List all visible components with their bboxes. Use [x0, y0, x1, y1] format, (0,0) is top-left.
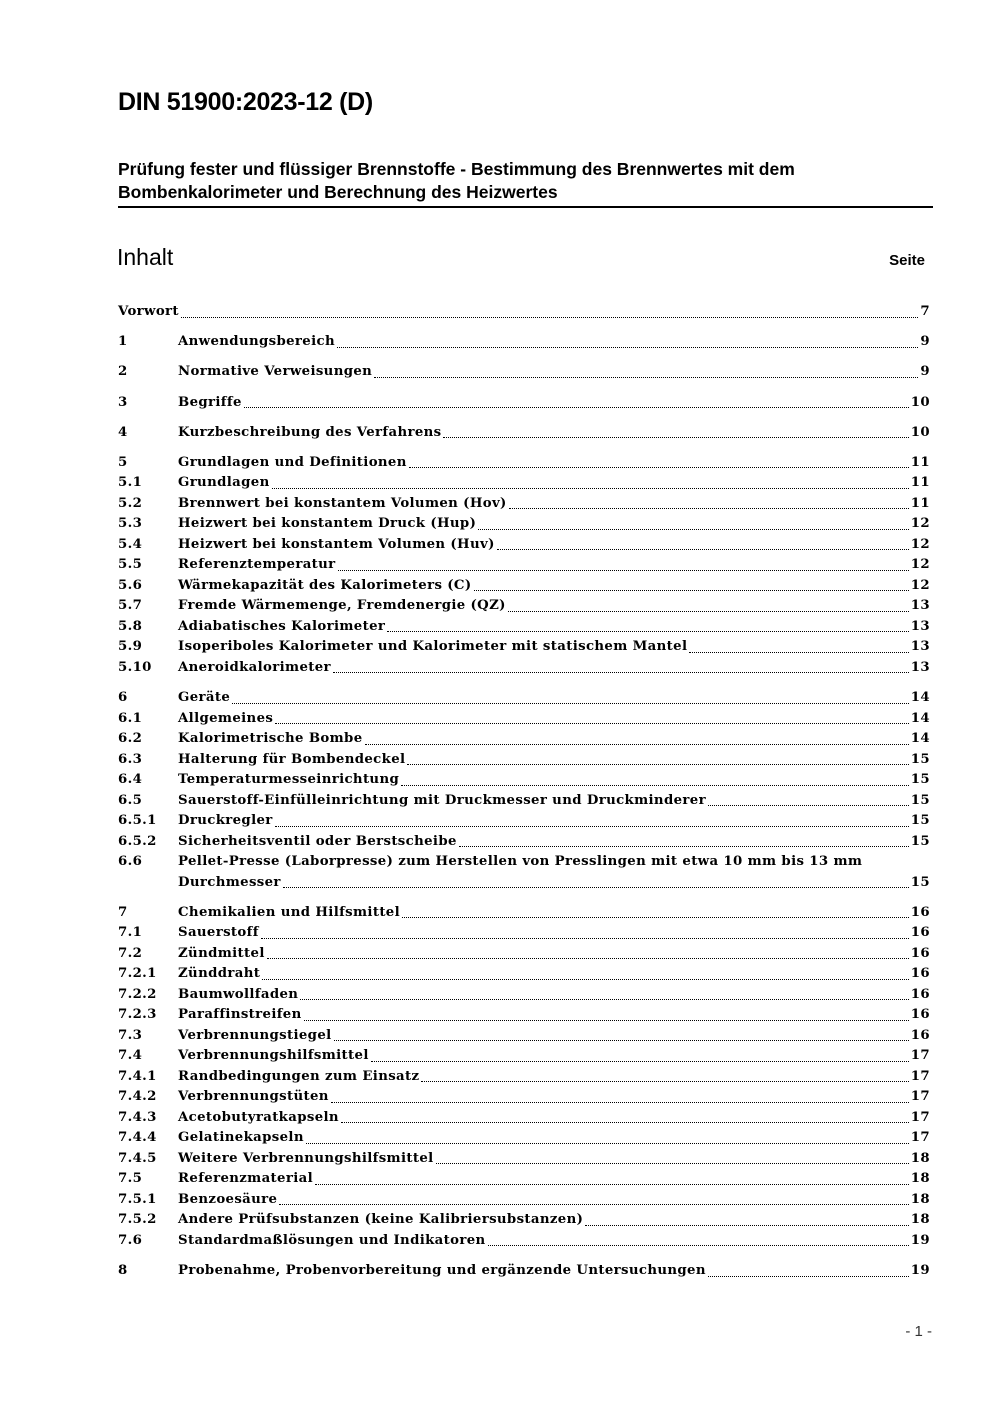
toc-entry-number: 6.5.2 [118, 833, 157, 849]
toc-entry-number: 7.3 [118, 1027, 143, 1043]
toc-dot-leader [338, 570, 909, 571]
toc-entry[interactable] [118, 1210, 930, 1231]
toc-entry-page: 12 [910, 536, 930, 552]
toc-dot-leader [261, 938, 909, 939]
toc-entry-number: 7.4.5 [118, 1150, 157, 1166]
toc-entry[interactable] [118, 985, 930, 1006]
toc-entry-page: 16 [910, 986, 930, 1002]
toc-entry-number: 6.4 [118, 772, 143, 788]
toc-entry-title: Gelatinekapseln [178, 1130, 304, 1146]
toc-dot-leader [267, 958, 909, 959]
toc-entry-number: 5.6 [118, 577, 143, 593]
toc-entry-page: 15 [910, 833, 930, 849]
toc-entry[interactable] [118, 453, 930, 474]
toc-dot-leader [315, 1184, 909, 1185]
toc-entry-title: Allgemeines [178, 710, 274, 726]
toc-entry-number: 7.4.2 [118, 1089, 157, 1105]
toc-entry-title: Heizwert bei konstantem Druck (Hup) [178, 516, 477, 532]
toc-dot-leader [244, 407, 909, 408]
toc-dot-leader [371, 1061, 909, 1062]
toc-entry-page: 17 [910, 1130, 930, 1146]
toc-entry-title: Begriffe [178, 394, 242, 410]
toc-dot-leader [497, 549, 909, 550]
toc-entry-title: Baumwollfaden [178, 986, 299, 1002]
toc-entry-number: 7.5.1 [118, 1191, 157, 1207]
toc-entry-number: 5.1 [118, 475, 143, 491]
toc-entry-number: 7 [118, 904, 128, 920]
toc-dot-leader [232, 703, 909, 704]
toc-entry-page: 16 [910, 925, 930, 941]
toc-entry-title: Grundlagen und Definitionen [178, 454, 407, 470]
toc-dot-leader [409, 467, 909, 468]
toc-entry-title: Kalorimetrische Bombe [178, 731, 363, 747]
toc-dot-leader [708, 1276, 909, 1277]
toc-entry[interactable] [118, 423, 930, 444]
toc-entry-title-continued: Durchmesser [178, 874, 281, 890]
toc-dot-leader [365, 744, 909, 745]
toc-entry-title: Referenzmaterial [178, 1171, 313, 1187]
toc-entry-page: 19 [910, 1232, 930, 1248]
toc-dot-leader [387, 631, 909, 632]
toc-entry-number: 5.10 [118, 659, 152, 675]
toc-entry-page: 13 [910, 598, 930, 614]
toc-entry-title: Referenztemperatur [178, 557, 336, 573]
toc-entry-title: Zünddraht [178, 966, 261, 982]
toc-entry-number: 6.5 [118, 792, 143, 808]
toc-entry-number: 7.4.4 [118, 1130, 157, 1146]
toc-entry-title: Sauerstoff [178, 925, 259, 941]
toc-entry-page: 15 [910, 813, 930, 829]
toc-entry-number: 7.2.2 [118, 986, 157, 1002]
toc-entry-title: Chemikalien und Hilfsmittel [178, 904, 401, 920]
toc-dot-leader [331, 1102, 909, 1103]
toc-entry-page: 12 [910, 516, 930, 532]
toc-entry[interactable] [118, 1067, 930, 1088]
toc-entry[interactable] [118, 944, 930, 965]
toc-entry[interactable] [118, 1261, 930, 1282]
toc-entry[interactable] [118, 964, 930, 985]
toc-entry-page: 17 [910, 1068, 930, 1084]
toc-entry[interactable] [118, 1005, 930, 1026]
toc-entry-title: Temperaturmesseinrichtung [178, 772, 400, 788]
toc-entry-page: 13 [910, 618, 930, 634]
toc-entry[interactable] [118, 1046, 930, 1067]
toc-entry-title: Vorwort [118, 304, 179, 319]
toc-entry-title: Fremde Wärmemenge, Fremdenergie (QZ) [178, 598, 506, 614]
toc-entry-page: 17 [910, 1089, 930, 1105]
toc-entry-title: Paraffinstreifen [178, 1007, 302, 1023]
toc-entry-title: Halterung für Bombendeckel [178, 751, 406, 767]
toc-entry-title: Grundlagen [178, 475, 270, 491]
toc-dot-leader [402, 917, 909, 918]
document-title: Prüfung fester und flüssiger Brennstoffe - Bestimmung des Brennwertes mit dem Bombenkalorimeter und Berechnung des Heizwertes [118, 158, 933, 208]
toc-entry-page: 14 [910, 710, 930, 726]
toc-heading: Inhalt [117, 244, 174, 270]
toc-entry-title: Druckregler [178, 813, 273, 829]
toc-entry-number: 5.3 [118, 516, 143, 532]
toc-dot-leader [374, 377, 918, 378]
toc-entry[interactable] [118, 637, 930, 658]
toc-entry-number: 3 [118, 394, 128, 410]
toc-dot-leader [272, 488, 909, 489]
toc-entry[interactable] [118, 576, 930, 597]
toc-entry-number: 6 [118, 690, 128, 706]
table-of-contents [118, 302, 930, 1282]
toc-dot-leader [407, 764, 908, 765]
toc-entry-title: Anwendungsbereich [178, 334, 335, 350]
toc-entry-title: Andere Prüfsubstanzen (keine Kalibriersubstanzen) [178, 1212, 584, 1228]
toc-entry-page: 11 [910, 475, 930, 491]
toc-dot-leader [443, 437, 908, 438]
toc-entry-title: Standardmaßlösungen und Indikatoren [178, 1232, 486, 1248]
toc-entry-number: 6.1 [118, 710, 143, 726]
toc-entry-title: Wärmekapazität des Kalorimeters (C) [178, 577, 472, 593]
toc-entry-number: 6.6 [118, 854, 143, 870]
toc-dot-leader [585, 1225, 909, 1226]
toc-entry-title: Randbedingungen zum Einsatz [178, 1068, 420, 1084]
toc-entry-number: 7.5.2 [118, 1212, 157, 1228]
toc-entry[interactable] [118, 852, 930, 893]
toc-entry[interactable] [118, 770, 930, 791]
toc-entry-number: 5.7 [118, 598, 143, 614]
toc-dot-leader [337, 347, 918, 348]
toc-entry[interactable] [118, 729, 930, 750]
toc-entry-number: 7.4.3 [118, 1109, 157, 1125]
toc-entry-number: 7.6 [118, 1232, 143, 1248]
toc-dot-leader [478, 529, 909, 530]
toc-entry-number: 7.1 [118, 925, 143, 941]
toc-entry[interactable] [118, 555, 930, 576]
toc-entry-number: 5 [118, 454, 128, 470]
toc-entry[interactable] [118, 535, 930, 556]
toc-entry-number: 5.5 [118, 557, 143, 573]
toc-entry-page: 12 [910, 557, 930, 573]
toc-dot-leader [488, 1245, 909, 1246]
toc-entry-page: 9 [920, 334, 930, 350]
toc-dot-leader [262, 979, 909, 980]
toc-entry[interactable] [118, 1190, 930, 1211]
toc-entry-page: 10 [910, 394, 930, 410]
toc-entry-title: Isoperiboles Kalorimeter und Kalorimeter mit statischem Mantel [178, 639, 688, 655]
toc-dot-leader [508, 611, 909, 612]
toc-entry-page: 12 [910, 577, 930, 593]
toc-entry[interactable] [118, 923, 930, 944]
toc-entry[interactable] [118, 688, 930, 709]
toc-entry[interactable] [118, 302, 930, 323]
toc-dot-leader [334, 1040, 909, 1041]
toc-entry-page: 13 [910, 639, 930, 655]
toc-entry-page: 15 [910, 772, 930, 788]
toc-entry[interactable] [118, 1149, 930, 1170]
toc-entry-title: Benzoesäure [178, 1191, 278, 1207]
toc-dot-leader [275, 826, 909, 827]
toc-dot-leader [474, 590, 909, 591]
toc-entry-number: 7.4 [118, 1048, 143, 1064]
toc-entry-page: 15 [910, 874, 930, 890]
toc-entry-number: 6.5.1 [118, 813, 157, 829]
toc-entry-page: 16 [910, 1027, 930, 1043]
toc-entry-page: 14 [910, 731, 930, 747]
toc-entry-page: 18 [910, 1150, 930, 1166]
page-column-label: Seite [889, 252, 925, 269]
toc-entry[interactable] [118, 1169, 930, 1190]
toc-entry-page: 11 [910, 454, 930, 470]
toc-entry[interactable] [118, 617, 930, 638]
toc-entry-title: Normative Verweisungen [178, 364, 373, 380]
toc-entry-title: Verbrennungshilfsmittel [178, 1048, 369, 1064]
toc-entry-page: 16 [910, 945, 930, 961]
toc-entry-title: Sauerstoff-Einfülleinrichtung mit Druckmesser und Druckminderer [178, 792, 706, 808]
toc-entry-number: 7.2.3 [118, 1007, 157, 1023]
toc-entry-page: 17 [910, 1048, 930, 1064]
toc-dot-leader [333, 672, 909, 673]
toc-entry-page: 19 [910, 1263, 930, 1278]
toc-entry[interactable] [118, 750, 930, 771]
toc-dot-leader [689, 652, 908, 653]
toc-entry[interactable] [118, 1026, 930, 1047]
toc-entry-number: 7.5 [118, 1171, 143, 1187]
toc-entry-page: 18 [910, 1212, 930, 1228]
toc-entry[interactable] [118, 791, 930, 812]
toc-dot-leader [300, 999, 908, 1000]
toc-dot-leader [181, 317, 919, 318]
toc-entry-page: 16 [910, 966, 930, 982]
toc-dot-leader [304, 1020, 909, 1021]
toc-dot-leader [283, 887, 909, 888]
toc-entry-title: Geräte [178, 690, 231, 706]
toc-entry[interactable] [118, 1108, 930, 1129]
toc-entry-title: Kurzbeschreibung des Verfahrens [178, 424, 442, 440]
toc-entry-page: 9 [920, 364, 930, 380]
toc-entry[interactable] [118, 811, 930, 832]
toc-entry[interactable] [118, 473, 930, 494]
toc-entry[interactable] [118, 393, 930, 414]
toc-entry-number: 8 [118, 1263, 128, 1278]
toc-entry[interactable] [118, 596, 930, 617]
document-number: DIN 51900:2023-12 (D) [118, 88, 373, 116]
toc-entry-title: Zündmittel [178, 945, 265, 961]
toc-entry[interactable] [118, 1087, 930, 1108]
toc-entry-page: 16 [910, 1007, 930, 1023]
toc-entry-number: 7.2 [118, 945, 143, 961]
toc-dot-leader [459, 846, 909, 847]
toc-entry-number: 7.2.1 [118, 966, 157, 982]
toc-entry-title: Pellet-Presse (Laborpresse) zum Herstellen von Presslingen mit etwa 10 mm bis 13 mm [178, 854, 863, 870]
toc-dot-leader [421, 1081, 908, 1082]
toc-dot-leader [275, 723, 909, 724]
toc-entry-title: Brennwert bei konstantem Volumen (Hov) [178, 495, 507, 511]
toc-entry-page: 14 [910, 690, 930, 706]
toc-entry-number: 5.9 [118, 639, 143, 655]
toc-dot-leader [341, 1122, 909, 1123]
toc-dot-leader [401, 785, 909, 786]
toc-entry[interactable] [118, 514, 930, 535]
toc-entry-number: 5.8 [118, 618, 143, 634]
toc-entry[interactable] [118, 832, 930, 853]
toc-entry-page: 18 [910, 1171, 930, 1187]
toc-dot-leader [436, 1163, 909, 1164]
toc-entry-page: 18 [910, 1191, 930, 1207]
page-number: - 1 - [905, 1323, 932, 1340]
toc-entry[interactable] [118, 332, 930, 353]
toc-entry-number: 2 [118, 364, 128, 380]
toc-entry-page: 11 [910, 495, 930, 511]
toc-entry-number: 1 [118, 334, 128, 350]
toc-entry-title: Verbrennungstüten [178, 1089, 329, 1105]
toc-entry-title: Acetobutyratkapseln [178, 1109, 339, 1125]
toc-entry[interactable] [118, 494, 930, 515]
toc-entry-number: 4 [118, 424, 128, 440]
toc-entry-page: 7 [920, 304, 930, 319]
toc-entry-page: 16 [910, 904, 930, 920]
toc-dot-leader [279, 1204, 908, 1205]
toc-entry-number: 5.4 [118, 536, 143, 552]
toc-entry[interactable] [118, 709, 930, 730]
toc-entry-title: Heizwert bei konstantem Volumen (Huv) [178, 536, 495, 552]
toc-entry-page: 10 [910, 424, 930, 440]
toc-entry[interactable] [118, 362, 930, 383]
toc-entry[interactable] [118, 903, 930, 924]
toc-entry-number: 6.2 [118, 731, 143, 747]
toc-entry[interactable] [118, 1128, 930, 1149]
toc-entry-number: 5.2 [118, 495, 143, 511]
toc-entry-page: 17 [910, 1109, 930, 1125]
toc-entry-page: 15 [910, 792, 930, 808]
toc-entry-title: Adiabatisches Kalorimeter [178, 618, 386, 634]
toc-entry[interactable] [118, 1231, 930, 1252]
toc-dot-leader [306, 1143, 909, 1144]
toc-entry-page: 13 [910, 659, 930, 675]
toc-dot-leader [509, 508, 909, 509]
toc-entry-number: 7.4.1 [118, 1068, 157, 1084]
toc-entry-title: Sicherheitsventil oder Berstscheibe [178, 833, 457, 849]
toc-entry-title: Verbrennungstiegel [178, 1027, 332, 1043]
toc-entry[interactable] [118, 658, 930, 679]
toc-entry-title: Probenahme, Probenvorbereitung und ergänzende Untersuchungen [178, 1263, 706, 1278]
toc-entry-number: 6.3 [118, 751, 143, 767]
toc-entry-title: Aneroidkalorimeter [178, 659, 331, 675]
toc-entry-page: 15 [910, 751, 930, 767]
toc-dot-leader [708, 805, 909, 806]
toc-entry-title: Weitere Verbrennungshilfsmittel [178, 1150, 434, 1166]
